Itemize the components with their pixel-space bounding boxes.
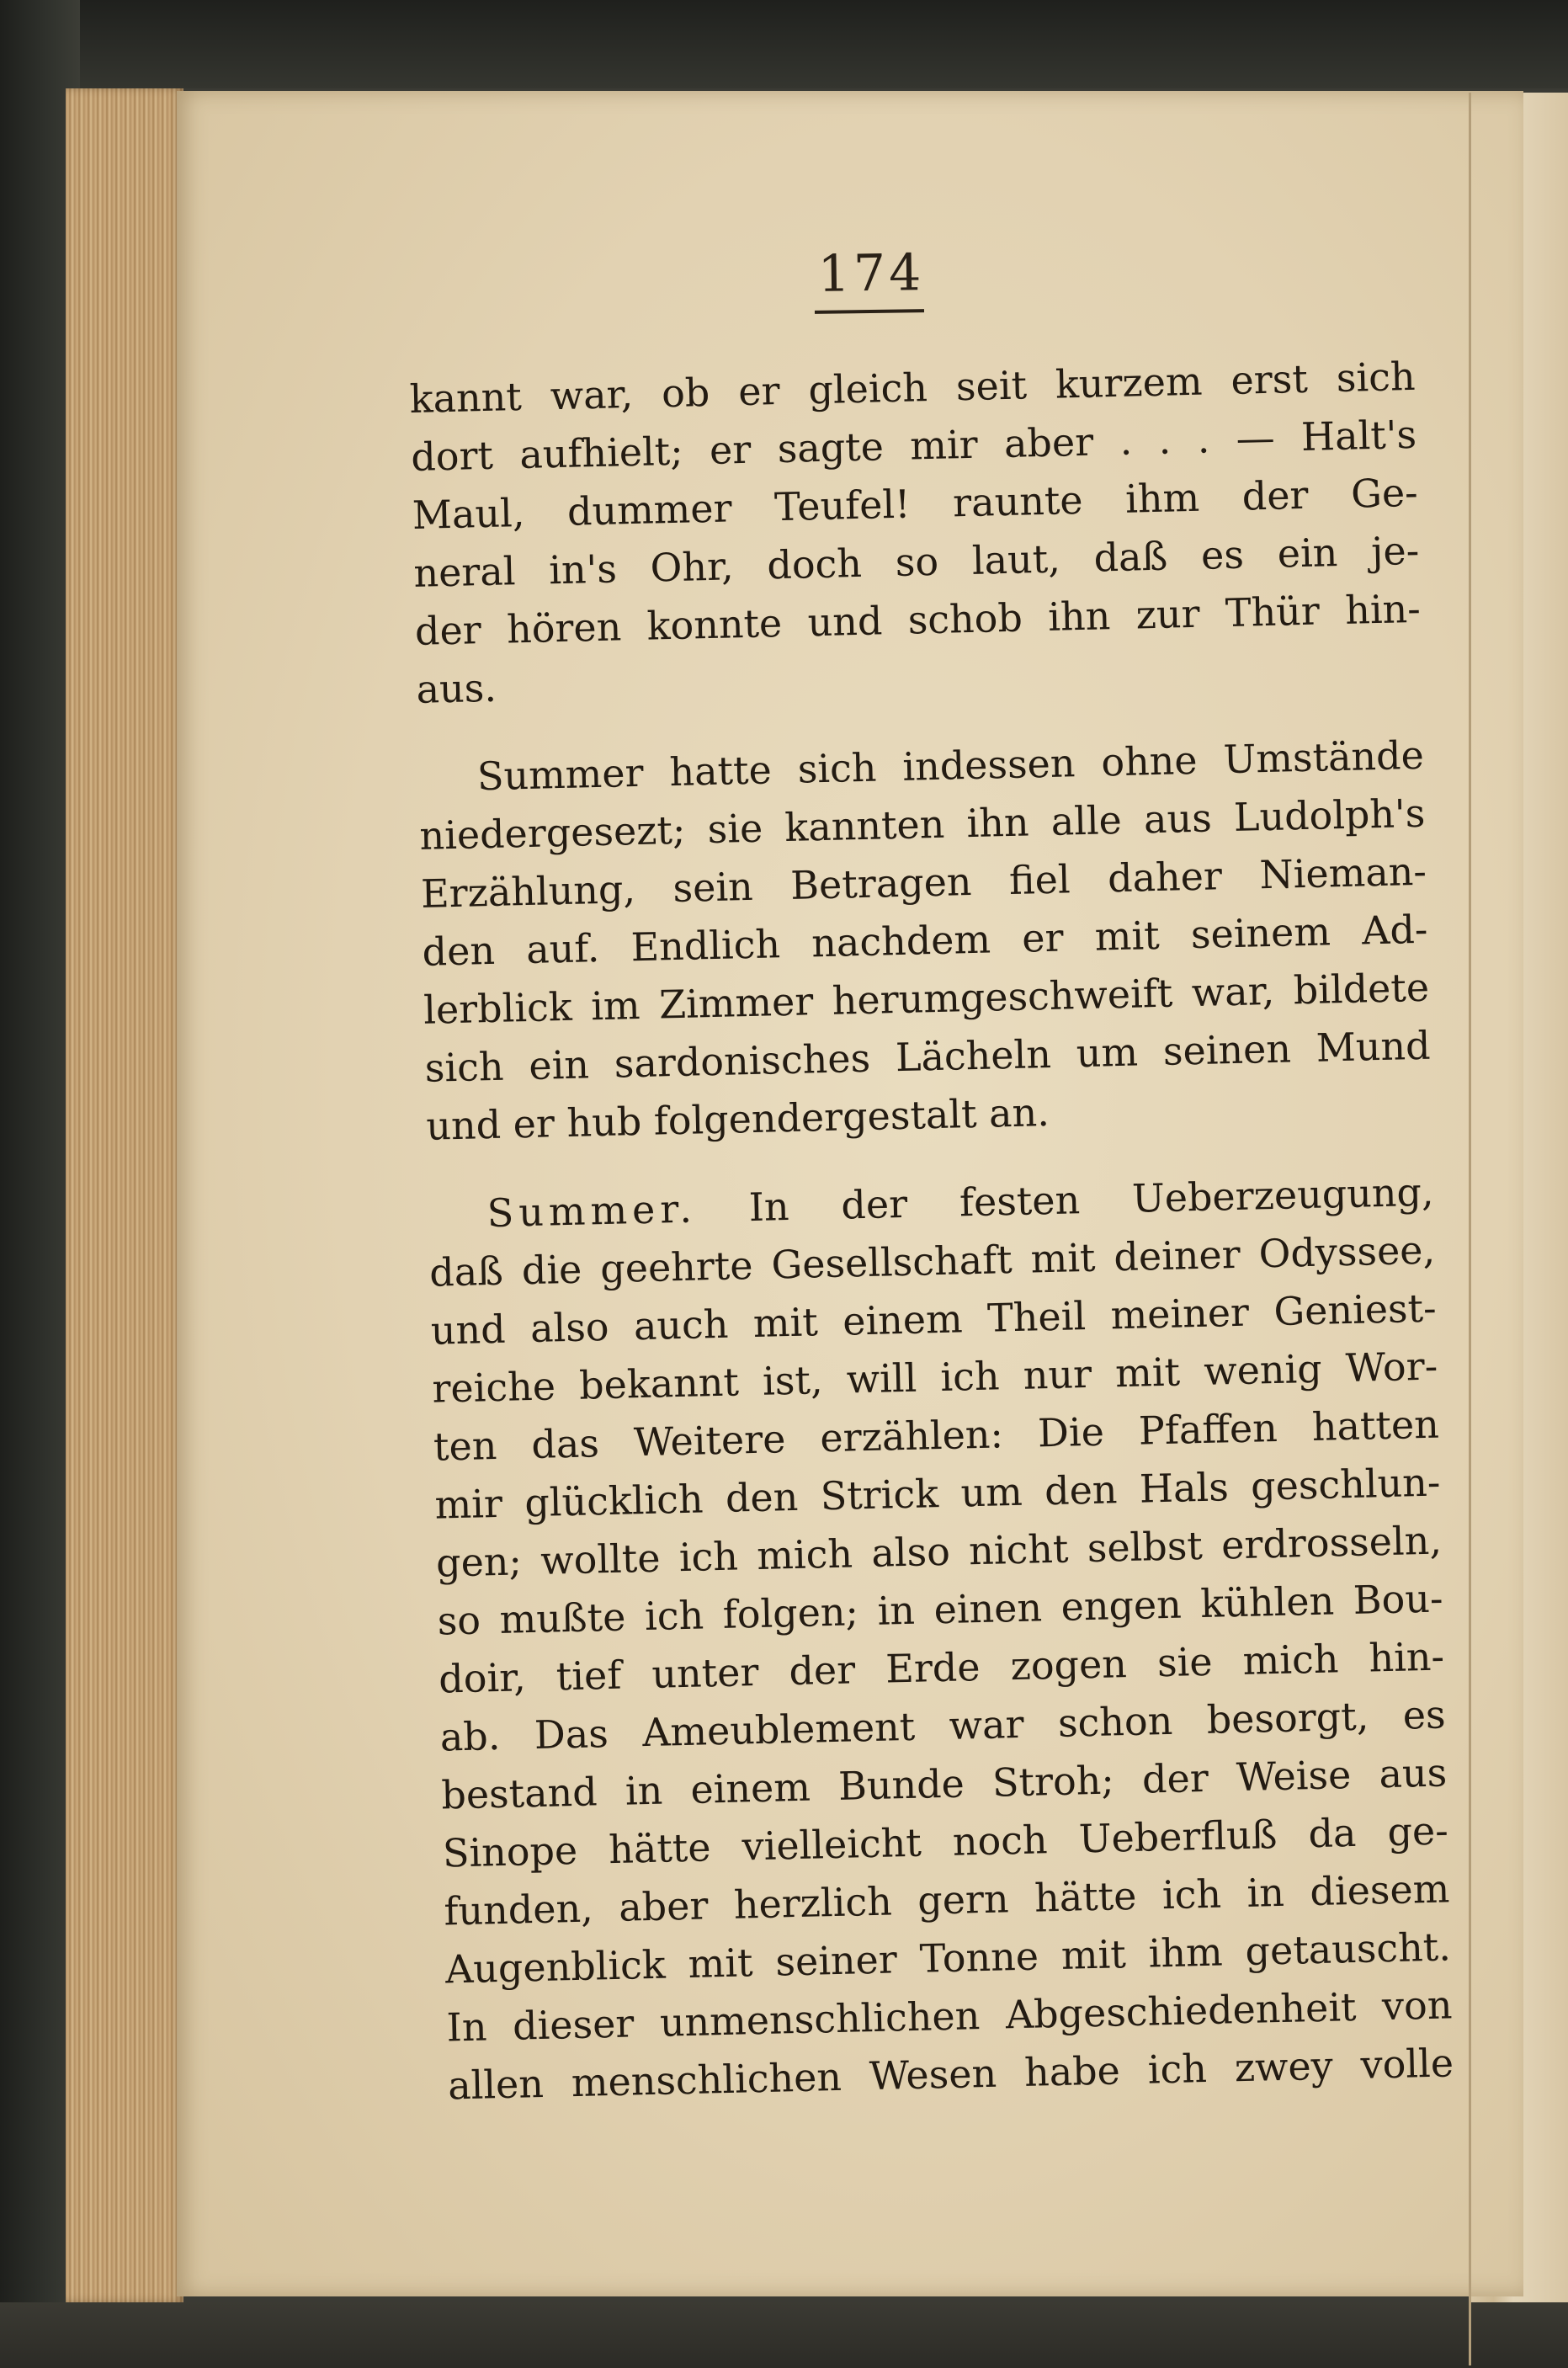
page-fold-line — [1469, 93, 1471, 2365]
book-cover-bottom — [0, 2302, 1568, 2368]
text-line: mir glücklich den Strick um den Hals geschlun- — [433, 1459, 1441, 1528]
text-line: so mußte ich folgen; in einen engen kühlen Bou- — [437, 1575, 1444, 1644]
text-line: In dieser unmenschlichen Abgeschiedenheit von — [446, 1982, 1453, 2051]
text-line: aus. — [415, 664, 497, 712]
text-line: Erzählung, sein Betragen fiel daher Nieman- — [420, 848, 1427, 917]
text-line: Sinope hätte vielleicht noch Ueberfluß da ge- — [442, 1807, 1449, 1876]
book-cover-top — [0, 0, 1568, 88]
text-line: lerblick im Zimmer herumgeschweift war, bildete — [423, 964, 1430, 1033]
page-number: 174 — [817, 243, 925, 304]
text-line: ten das Weitere erzählen: Die Pfaffen hatten — [433, 1401, 1440, 1470]
text-line: der hören konnte und schob ihn zur Thür hin- — [414, 585, 1422, 654]
text-line: kannt war, ob er gleich seit kurzem erst sich — [409, 353, 1417, 422]
text-line: allen menschlichen Wesen habe ich zwey volle — [447, 2040, 1454, 2109]
text-line: Maul, dummer Teufel! raunte ihm der Ge- — [412, 469, 1419, 538]
page-edges — [66, 88, 183, 2302]
text-line: reiche bekannt ist, will ich nur mit wenig Wor- — [431, 1343, 1438, 1412]
text-line: Augenblick mit seiner Tonne mit ihm getauscht. — [444, 1924, 1452, 1993]
text-line: bestand in einem Bunde Stroh; der Weise aus — [440, 1749, 1448, 1818]
text-line: dort aufhielt; er sagte mir aber . . . — Halt's — [410, 411, 1417, 480]
text-line: sich ein sardonisches Lächeln um seinen Mund — [424, 1022, 1432, 1091]
text-line: und er hub folgendergestalt an. — [425, 1088, 1050, 1149]
text-line: ab. Das Ameublement war schon besorgt, es — [439, 1691, 1447, 1760]
text-line: und also auch mit einem Theil meiner Geniest- — [430, 1285, 1438, 1354]
text-line: funden, aber herzlich gern hätte ich in diesem — [443, 1865, 1450, 1934]
page-text — [409, 348, 1454, 2115]
text-line: Summer hatte sich indessen ohne Umstände — [476, 732, 1425, 800]
text-line: niedergesezt; sie kannten ihn alle aus Ludolph's — [418, 790, 1426, 859]
text-line: doir, tief unter der Erde zogen sie mich hin- — [438, 1633, 1445, 1702]
paragraph — [409, 348, 1422, 719]
text-line: den auf. Endlich nachdem er mit seinem Ad- — [422, 906, 1428, 975]
text-line: daß die geehrte Gesellschaft mit deiner Odyssee, — [428, 1227, 1436, 1296]
paragraph — [428, 1163, 1454, 2115]
paragraph — [417, 726, 1432, 1156]
text-line: neral in's Ohr, doch so laut, daß es ein je- — [412, 527, 1420, 596]
speaker-name: Summer. — [486, 1185, 698, 1237]
text-line: gen; wollte ich mich also nicht selbst erdrosseln, — [435, 1517, 1443, 1586]
text-line-content: In der festen Ueberzeugung, — [748, 1168, 1435, 1231]
